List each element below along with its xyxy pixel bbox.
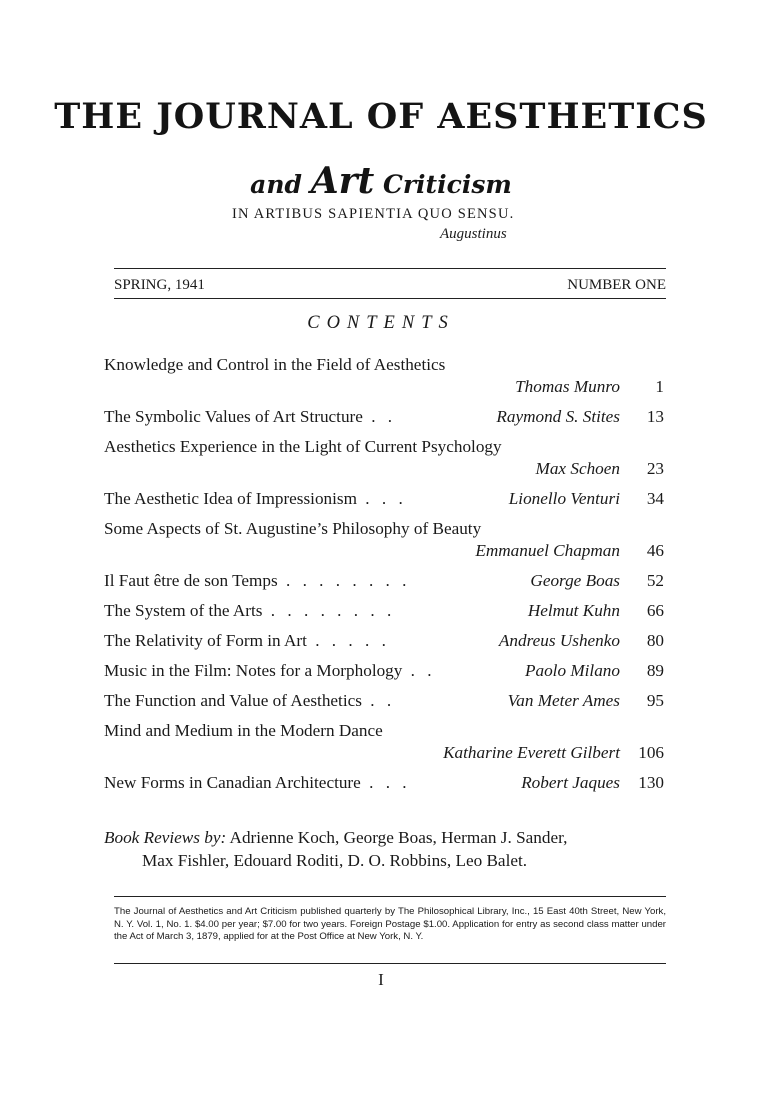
subtitle-and: and [250, 170, 303, 199]
toc-title-text: Some Aspects of St. Augustine’s Philosophy of Beauty [104, 519, 482, 538]
publication-notice: The Journal of Aesthetics and Art Criticism published quarterly by The Philosophical Library, Inc., 15 East 40th Street, New York, N. Y. Vol. 1, No. 1. $4.00 per year; $7.00 for two years. Foreign Postage $1.00. Application for entry as second class matter under the Act of March 3, 1879, applied for at the Post Office at New York, N. Y. [114, 906, 666, 943]
notice-top-rule [114, 896, 666, 897]
toc-title-text: Mind and Medium in the Modern Dance [104, 721, 383, 740]
toc-entry [104, 772, 664, 794]
toc-title-text: Knowledge and Control in the Field of Aesthetics [104, 355, 446, 374]
toc-entry-author: Van Meter Ames [507, 691, 620, 710]
toc-entry [104, 406, 664, 428]
toc-entry-page: 106 [638, 743, 664, 762]
subtitle-criticism: Criticism [382, 170, 512, 199]
toc-entry [104, 630, 664, 652]
toc-entry-author: Raymond S. Stites [496, 407, 620, 426]
toc-entry-title [104, 600, 395, 622]
reviews-label: Book Reviews by: [104, 828, 227, 847]
notice-bottom-rule [114, 963, 666, 964]
issue-number: NUMBER ONE [567, 277, 666, 293]
toc-entry-title [104, 772, 411, 794]
leader-dots: . . . . . . . . [262, 601, 396, 620]
toc-entry-page: 80 [646, 631, 664, 650]
toc-entry-page: 95 [646, 691, 664, 710]
book-reviews [104, 826, 674, 872]
reviews-line-1 [104, 826, 674, 849]
toc-title-text: The Symbolic Values of Art Structure [104, 407, 363, 426]
toc-title-text: Il Faut être de son Temps [104, 571, 278, 590]
toc-entry-title [104, 436, 502, 458]
leader-dots: . . [361, 691, 396, 710]
leader-dots: . . . . . [306, 631, 390, 650]
toc-title-text: The Function and Value of Aesthetics [104, 691, 362, 710]
issue-season: SPRING, 1941 [114, 277, 205, 293]
toc-entry [104, 600, 664, 622]
toc-entry-title [104, 660, 436, 682]
toc-entry-page: 66 [646, 601, 664, 620]
toc-entry-page: 46 [646, 541, 664, 560]
toc-entry-author: Katharine Everett Gilbert [443, 743, 620, 762]
toc-entry [104, 436, 664, 480]
contents-heading: CONTENTS [307, 313, 455, 333]
toc-entry [104, 660, 664, 682]
toc-entry-page: 34 [646, 489, 664, 508]
toc-entry [104, 518, 664, 562]
toc-entry-author: Emmanuel Chapman [475, 541, 620, 560]
page-folio: I [378, 970, 384, 989]
toc-entry [104, 354, 664, 398]
toc-title-text: Music in the Film: Notes for a Morphology [104, 661, 403, 680]
reviewers-line-1: Adrienne Koch, George Boas, Herman J. Sander, [229, 828, 568, 847]
toc-entry [104, 720, 664, 764]
toc-entry-title [104, 518, 481, 540]
latin-motto: IN ARTIBUS SAPIENTIA QUO SENSU. [232, 206, 515, 222]
toc-entry-title [104, 720, 383, 742]
toc-entry-page: 89 [646, 661, 664, 680]
reviewers-line-2: Max Fishler, Edouard Roditi, D. O. Robbins, Leo Balet. [142, 851, 528, 870]
toc-title-text: New Forms in Canadian Architecture [104, 773, 361, 792]
toc-entry-author: George Boas [530, 571, 620, 590]
toc-entry-author: Lionello Venturi [508, 489, 620, 508]
toc-entry-title [104, 354, 445, 376]
leader-dots: . . . . . . . . [277, 571, 411, 590]
leader-dots: . . [362, 407, 397, 426]
journal-subtitle [0, 160, 762, 202]
toc-entry-title [104, 570, 410, 592]
subtitle-art: Art [310, 160, 375, 202]
toc-entry-page: 23 [646, 459, 664, 478]
toc-title-text: The Aesthetic Idea of Impressionism [104, 489, 357, 508]
toc-entry-author: Robert Jaques [521, 773, 620, 792]
toc-entry-page: 1 [655, 377, 664, 396]
toc-entry [104, 488, 664, 510]
toc-entry-author: Thomas Munro [515, 377, 620, 396]
leader-dots: . . . [360, 773, 411, 792]
toc-entry-title [104, 690, 395, 712]
top-rule [114, 268, 666, 269]
toc-entry-author: Helmut Kuhn [527, 601, 620, 620]
table-of-contents [104, 354, 664, 794]
toc-title-text: The System of the Arts [104, 601, 263, 620]
motto-attribution: Augustinus [440, 226, 507, 242]
toc-entry-page: 13 [646, 407, 664, 426]
toc-entry [104, 690, 664, 712]
toc-title-text: The Relativity of Form in Art [104, 631, 307, 650]
toc-entry-author: Paolo Milano [524, 661, 620, 680]
leader-dots: . . . [356, 489, 407, 508]
toc-title-text: Aesthetics Experience in the Light of Current Psychology [104, 437, 502, 456]
toc-entry-title [104, 406, 396, 428]
toc-entry-author: Max Schoen [535, 459, 620, 478]
toc-entry-page: 52 [646, 571, 664, 590]
toc-entry [104, 570, 664, 592]
leader-dots: . . [402, 661, 436, 680]
toc-entry-author: Andreus Ushenko [498, 631, 620, 650]
issue-rule [114, 298, 666, 299]
toc-entry-page: 130 [638, 773, 664, 792]
journal-title: THE JOURNAL OF AESTHETICS [54, 96, 708, 137]
toc-entry-title [104, 488, 407, 510]
toc-entry-title [104, 630, 390, 652]
